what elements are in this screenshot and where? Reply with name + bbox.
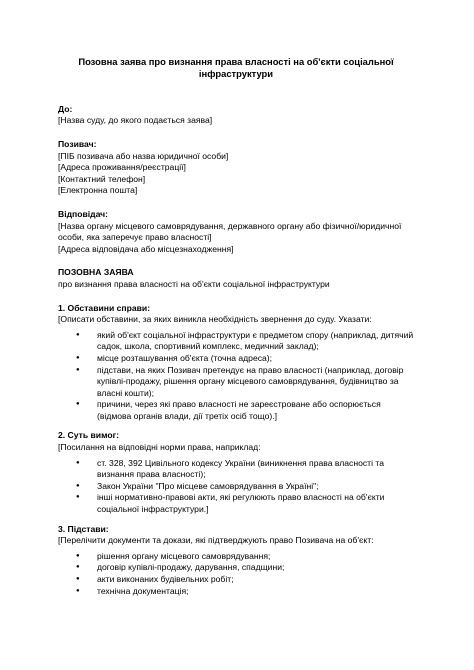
section-intro: [Посилання на відповідні норми права, наприклад: bbox=[58, 442, 261, 453]
list-item: ● інші нормативно-правові акти, які регулюють право власності на об'єкти соціальної інфраструктури.] bbox=[97, 492, 414, 515]
list-item: ● причини, через які право власності не зареєстроване або оспорюється (відмова органів влади, дії третіх осіб тощо).] bbox=[97, 399, 414, 422]
list-item: ● технічна документація; bbox=[97, 586, 414, 598]
to-label: До: bbox=[58, 103, 73, 114]
list-item: ● Закон України "Про місцеве самоврядування в Україні"; bbox=[97, 481, 414, 493]
defendant-block bbox=[58, 209, 414, 255]
list-item: ● рішення органу місцевого самоврядування; bbox=[97, 551, 414, 563]
plaintiff-block bbox=[58, 139, 414, 197]
section-intro: [Перелічити документи та докази, які підтверджують право Позивача на об'єкт: bbox=[58, 535, 374, 546]
plaintiff-name: [ПІБ позивача або назва юридичної особи] bbox=[58, 150, 229, 161]
list-item: ● місце розташування об'єкта (точна адреса); bbox=[97, 353, 414, 365]
bullet-list bbox=[58, 458, 414, 516]
plaintiff-email: [Електронна пошта] bbox=[58, 185, 138, 196]
list-item: ● який об'єкт соціальної інфраструктури є предметом спору (наприклад, дитячий садок, школа, спортивний комплекс, медичний заклад); bbox=[97, 330, 414, 353]
list-item: ● підстави, на яких Позивач претендує на право власності (наприклад, договір купівлі-продажу, рішення органу місцевого самоврядування, будівництво за власні кошти); bbox=[97, 365, 414, 400]
claim-heading-block bbox=[58, 267, 414, 290]
claim-subheading: про визнання права власності на об'єкти соціальної інфраструктури bbox=[58, 278, 330, 289]
section-claims bbox=[58, 430, 414, 515]
defendant-name: [Назва органу місцевого самоврядування, державного органу або фізичної/юридичної особи, яка заперечує право власності] bbox=[58, 220, 402, 243]
defendant-address: [Адреса відповідача або місцезнаходження] bbox=[58, 243, 234, 254]
document-title: Позовна заява про визнання права власності на об'єкти соціальної інфраструктури bbox=[78, 56, 394, 80]
bullet-list bbox=[58, 551, 414, 597]
plaintiff-address: [Адреса проживання/реєстрації] bbox=[58, 162, 186, 173]
section-heading: 3. Підстави: bbox=[58, 523, 109, 534]
section-grounds bbox=[58, 524, 414, 598]
plaintiff-phone: [Контактний телефон] bbox=[58, 173, 146, 184]
list-item: ● акти виконаних будівельних робіт; bbox=[97, 574, 414, 586]
list-item: ● договір купівлі-продажу, дарування, спадщини; bbox=[97, 562, 414, 574]
section-circumstances bbox=[58, 303, 414, 423]
court-name: [Назва суду, до якого подається заява] bbox=[58, 115, 213, 126]
section-heading: 1. Обставини справи: bbox=[58, 302, 151, 313]
court-block bbox=[58, 104, 414, 127]
claim-heading: ПОЗОВНА ЗАЯВА bbox=[58, 267, 134, 278]
section-intro: [Описати обставини, за яких виникла необхідність звернення до суду. Указати: bbox=[58, 314, 372, 325]
plaintiff-label: Позивач: bbox=[58, 139, 97, 149]
bullet-list bbox=[58, 330, 414, 423]
defendant-label: Відповідач: bbox=[58, 208, 109, 219]
list-item: ● ст. 328, 392 Цивільного кодексу України (виникнення права власності та визнання права власності); bbox=[97, 458, 414, 481]
section-heading: 2. Суть вимог: bbox=[58, 430, 120, 441]
